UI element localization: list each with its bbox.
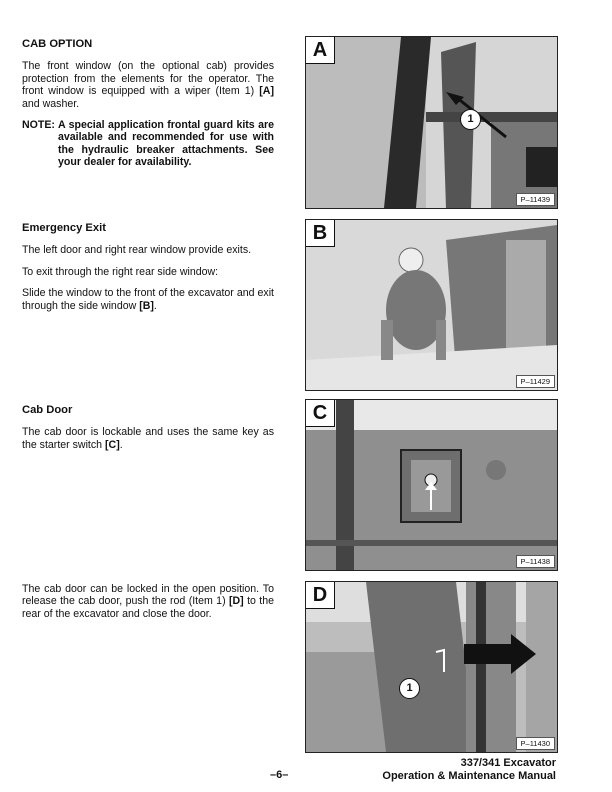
figure-d [305, 581, 558, 753]
heading-cab-option: CAB OPTION [22, 38, 93, 50]
note-frontal-guard [22, 119, 274, 169]
figure-b-photo [306, 220, 557, 390]
figure-b [305, 219, 558, 391]
paragraph-exits: The left door and right rear window provide exits. [22, 244, 252, 257]
heading-cab-door: Cab Door [22, 404, 73, 416]
text: to the rear of the excavator and close the door. [22, 595, 274, 620]
figure-b-label: B [306, 220, 335, 247]
paragraph-cab-option [22, 60, 274, 110]
figure-b-code: P–11429 [516, 375, 555, 388]
callout-1-wiper: 1 [460, 109, 481, 130]
paragraph-cab-door-lock [22, 583, 274, 620]
text: . [119, 438, 123, 451]
figure-c-photo [306, 400, 557, 570]
figure-c-code: P–11438 [516, 555, 555, 568]
text: The cab door can be locked in the open position. To release the cab door, push the rod (Item 1) [22, 583, 274, 608]
figure-ref-a: [A] [259, 85, 274, 98]
note-label: NOTE: [22, 119, 55, 132]
figure-a-photo [306, 37, 557, 208]
paragraph-exit-intro: To exit through the right rear side window: [22, 265, 219, 278]
section-cab-door [22, 404, 274, 460]
text: The front window (on the optional cab) provides protection from the elements for the operator. The front window is equipped with a wiper (Item 1) [22, 60, 274, 98]
footer-title [382, 757, 556, 783]
footer-title-line1: 337/341 Excavator [460, 757, 556, 769]
text: Slide the window to the front of the excavator and exit through the side window [22, 287, 274, 312]
section-cab-door-lock [22, 583, 274, 629]
figure-c [305, 399, 558, 571]
page-number: –6– [270, 769, 289, 781]
paragraph-cab-door [22, 426, 274, 451]
figure-d-code: P–11430 [516, 737, 555, 750]
callout-1-rod: 1 [399, 678, 420, 699]
figure-ref-d: [D] [228, 595, 244, 608]
figure-ref-b: [B] [139, 299, 154, 312]
footer-title-line2: Operation & Maintenance Manual [382, 770, 556, 782]
section-emergency-exit [22, 222, 274, 321]
paragraph-exit-steps [22, 287, 274, 312]
note-text: A special application frontal guard kits are available and recommended for use with the hydraulic breaker attachments. See your dealer for availability. [58, 119, 274, 169]
figure-d-label: D [306, 582, 335, 609]
figure-a [305, 36, 558, 209]
figure-d-photo [306, 582, 557, 752]
figure-c-label: C [306, 400, 335, 427]
text: . [153, 299, 157, 312]
figure-a-code: P–11439 [516, 193, 555, 206]
text: and washer. [22, 97, 80, 110]
figure-ref-c: [C] [105, 438, 120, 451]
section-cab-option [22, 38, 274, 169]
heading-emergency-exit: Emergency Exit [22, 222, 106, 234]
figure-a-label: A [306, 37, 335, 64]
text: The cab door is lockable and uses the same key as the starter switch [22, 426, 274, 451]
